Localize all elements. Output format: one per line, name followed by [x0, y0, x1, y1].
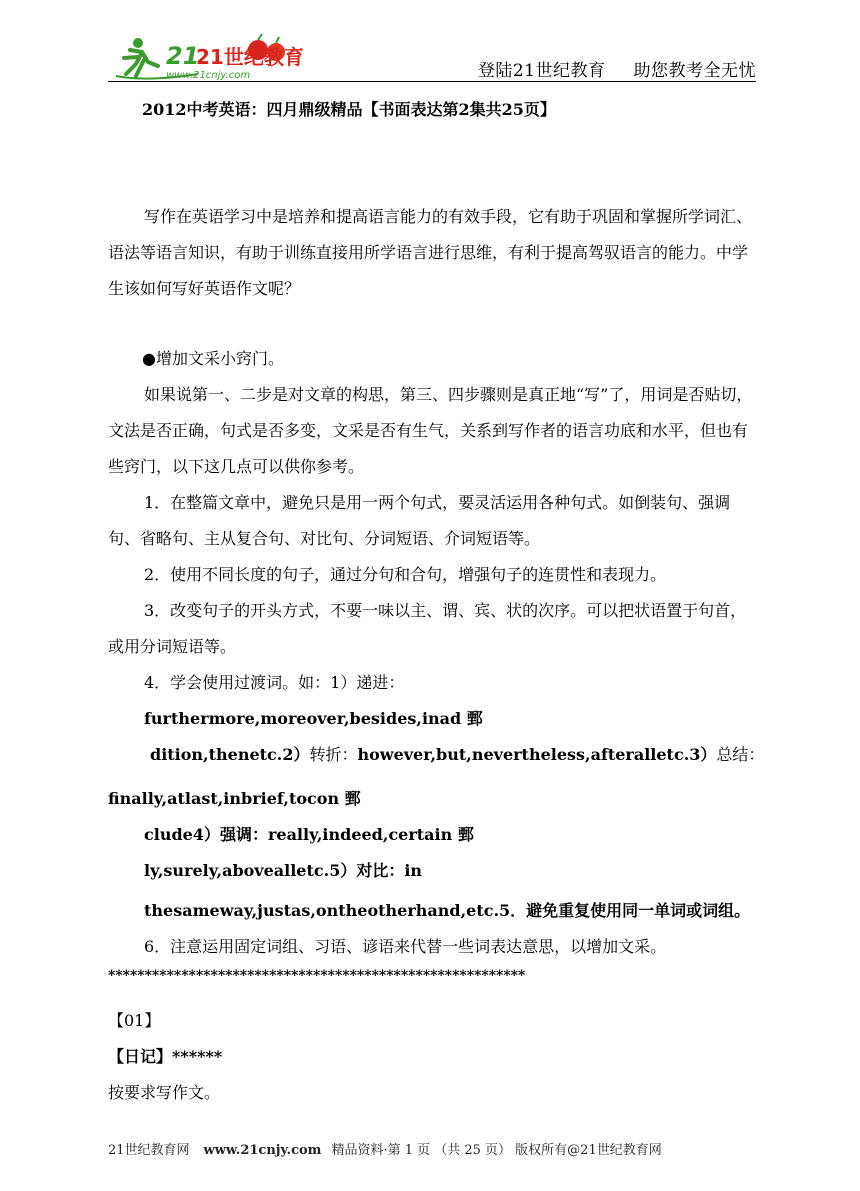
page-header	[108, 30, 756, 82]
logo-url: www.21cnjy.com	[166, 70, 251, 81]
tip-4-line-3: finally,atlast,inbrief,tocon 鄄	[108, 789, 361, 808]
logo-text: 21世纪教育	[196, 45, 304, 69]
tip-4: 4．学会使用过渡词。如：1）递进：	[144, 673, 405, 692]
section-intro: 如果说第一、二步是对文章的构思，第三、四步骤则是真正地“写”了，用词是否贴切，文法是否正确，句式是否多变，文采是否有生气，关系到写作者的语言功底和水平，但也有些窍门，以下这几点可以供你参考。	[108, 385, 753, 476]
instruction-text: 按要求写作文。	[108, 1083, 221, 1102]
tip-4-line-5: ly,surely,abovealletc.5）对比：in	[144, 861, 423, 880]
footer-url[interactable]: www.21cnjy.com	[203, 1143, 322, 1158]
slogan: 助您教考全无忧	[633, 61, 756, 81]
item-number: 【01】	[108, 1011, 161, 1030]
tip-4-line-2-d: 总结：	[716, 745, 765, 764]
footer-site: 21世纪教育网	[108, 1143, 190, 1158]
svg-text:21: 21	[166, 42, 200, 70]
tip-4-line-2-b: 转折：	[309, 745, 358, 764]
item-title: 【日记】******	[108, 1047, 223, 1066]
tip-4-line-1: furthermore,moreover,besides,inad 鄄	[144, 709, 483, 728]
document-title: 2012中考英语：四月鼎级精品【书面表达第2集共25页】	[142, 100, 556, 119]
site-logo	[108, 30, 308, 82]
tip-6: 6．注意运用固定词组、习语、谚语来代替一些词表达意思，以增加文采。	[144, 937, 667, 956]
tip-4-line-6: thesameway,justas,ontheotherhand,etc.5．避免重复使用同一单词或词组。	[144, 901, 751, 920]
intro-paragraph: 写作在英语学习中是培养和提高语言能力的有效手段，它有助于巩固和掌握所学词汇、语法等语言知识，有助于训练直接用所学语言进行思维，有利于提高驾驭语言的能力。中学生该如何写好英语作文呢？	[108, 207, 753, 298]
tip-4-line-2-a: dition,thenetc.2）	[150, 745, 310, 764]
section-heading: ●增加文采小窍门。	[142, 349, 284, 368]
tip-4-line-2-c: however,but,nevertheless,afteralletc.3）	[357, 745, 717, 764]
separator-line: *********************************************************	[108, 968, 526, 984]
tip-4-line-2	[108, 737, 765, 773]
header-divider	[108, 81, 756, 82]
site-name: 登陆21世纪教育	[477, 61, 606, 81]
tip-1: 1．在整篇文章中，避免只是用一两个句式，要灵活运用各种句式。如倒装句、强调句、省略句、主从复合句、对比句、分词短语、介词短语等。	[108, 493, 731, 548]
tip-2: 2．使用不同长度的句子，通过分句和合句，增强句子的连贯性和表现力。	[144, 565, 667, 584]
footer-info: 精品资料·第 1 页 （共 25 页） 版权所有@21世纪教育网	[331, 1143, 662, 1158]
tip-4-line-4: clude4）强调：really,indeed,certain 鄄	[144, 825, 474, 844]
tip-3: 3．改变句子的开头方式，不要一味以主、谓、宾、状的次序。可以把状语置于句首，或用分词短语等。	[108, 601, 747, 656]
page-footer	[108, 1139, 662, 1158]
header-tagline	[478, 56, 756, 81]
